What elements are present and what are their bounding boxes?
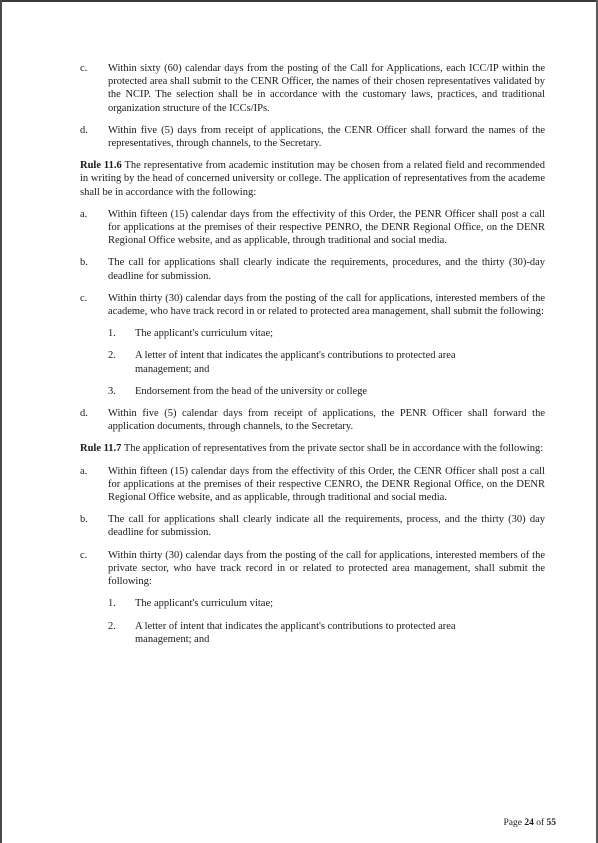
lettered-item: [80, 208, 545, 248]
rule-paragraph: [80, 442, 545, 455]
lettered-item: [80, 124, 545, 150]
subitem-text: A letter of intent that indicates the applicant's contributions to protected area management; and: [135, 350, 456, 375]
lettered-item: [80, 62, 545, 115]
item-letter: c.: [80, 63, 88, 74]
subitem-text: A letter of intent that indicates the applicant's contributions to protected area management; and: [135, 620, 456, 645]
rule-text: The application of representatives from the private sector shall be in accordance with the following:: [121, 443, 544, 455]
rule-paragraph: [80, 159, 545, 199]
lettered-item: [80, 549, 545, 589]
lettered-item: [80, 465, 545, 505]
numbered-subitem: [108, 385, 545, 398]
page-number: 24: [524, 818, 534, 828]
page-number-footer: [503, 818, 556, 828]
lettered-item: [80, 292, 545, 318]
item-text: Within five (5) calendar days from receipt of applications, the PENR Officer shall forward the application documents, through channels, to the Secretary.: [108, 408, 545, 433]
numbered-subitem: [108, 620, 545, 646]
item-text: The call for applications shall clearly indicate the requirements, procedures, and the thirty (30)-day deadline for submission.: [108, 257, 545, 282]
subitem-text: The applicant's curriculum vitae;: [135, 598, 274, 610]
scan-edge-left: [0, 0, 2, 843]
lettered-item: [80, 256, 545, 282]
item-text: Within sixty (60) calendar days from the posting of the Call for Applications, each ICC/IP within the protected area shall submit to the CENR Officer, the names of their chosen representatives validated by the NCIP. The selection shall be in accordance with the customary laws, practices, and traditional organization structure of the ICCs/IPs.: [108, 63, 545, 114]
subitem-text: Endorsement from the head of the university or college: [135, 385, 368, 397]
subitem-number: 1.: [108, 598, 116, 610]
rule-label: Rule 11.6: [80, 160, 122, 172]
item-letter: a.: [80, 465, 88, 477]
rule-text: The representative from academic institution may be chosen from a related field and recommended in writing by the head of concerned university or college. The application of representatives from the academe shall be in accordance with the following:: [80, 160, 546, 198]
item-letter: a.: [80, 208, 88, 220]
lettered-item: [80, 407, 545, 433]
item-text: Within fifteen (15) calendar days from the effectivity of this Order, the PENR Officer shall post a call for applications at the premises of their respective PENRO, the DENR Regional Office, on the DENR Regional Office website, and as applicable, through traditional and social media.: [108, 208, 545, 247]
item-text: Within thirty (30) calendar days from the posting of the call for applications, interested members of the private sector, who have track record in or related to protected area management, shall submit the following:: [108, 549, 545, 588]
numbered-subitem: [108, 327, 545, 340]
rule-label: Rule 11.7: [80, 443, 122, 455]
item-letter: c.: [80, 549, 88, 561]
item-text: Within thirty (30) calendar days from the posting of the call for applications, interested members of the academe, who have track record in or related to protected area management, shall submit the following:: [108, 292, 545, 318]
scan-edge-top: [0, 0, 598, 2]
page-separator: of: [533, 818, 547, 828]
subitem-number: 2.: [108, 350, 116, 362]
page-total: 55: [546, 818, 556, 828]
page-label: Page: [503, 818, 525, 828]
numbered-subitem: [108, 597, 545, 610]
item-letter: b.: [80, 514, 88, 526]
document-body: [80, 62, 545, 655]
subitem-number: 1.: [108, 328, 116, 340]
item-letter: b.: [80, 257, 88, 269]
item-letter: d.: [80, 408, 88, 420]
item-letter: c.: [80, 292, 88, 304]
item-letter: d.: [80, 124, 88, 136]
item-text: Within fifteen (15) calendar days from the effectivity of this Order, the CENR Officer shall post a call for applications at the premises of their respective CENRO, the DENR Regional Office, on the DENR Regional Office website, and as applicable, through traditional and social media.: [108, 465, 545, 504]
subitem-number: 2.: [108, 620, 116, 632]
subitem-text: The applicant's curriculum vitae;: [135, 328, 274, 340]
numbered-subitem: [108, 349, 545, 375]
lettered-item: [80, 513, 545, 539]
item-text: The call for applications shall clearly indicate all the requirements, process, and the thirty (30) day deadline for submission.: [108, 514, 545, 539]
subitem-number: 3.: [108, 385, 116, 397]
item-text: Within five (5) days from receipt of applications, the CENR Officer shall forward the names of the representatives, through channels, to the Secretary.: [108, 124, 545, 150]
